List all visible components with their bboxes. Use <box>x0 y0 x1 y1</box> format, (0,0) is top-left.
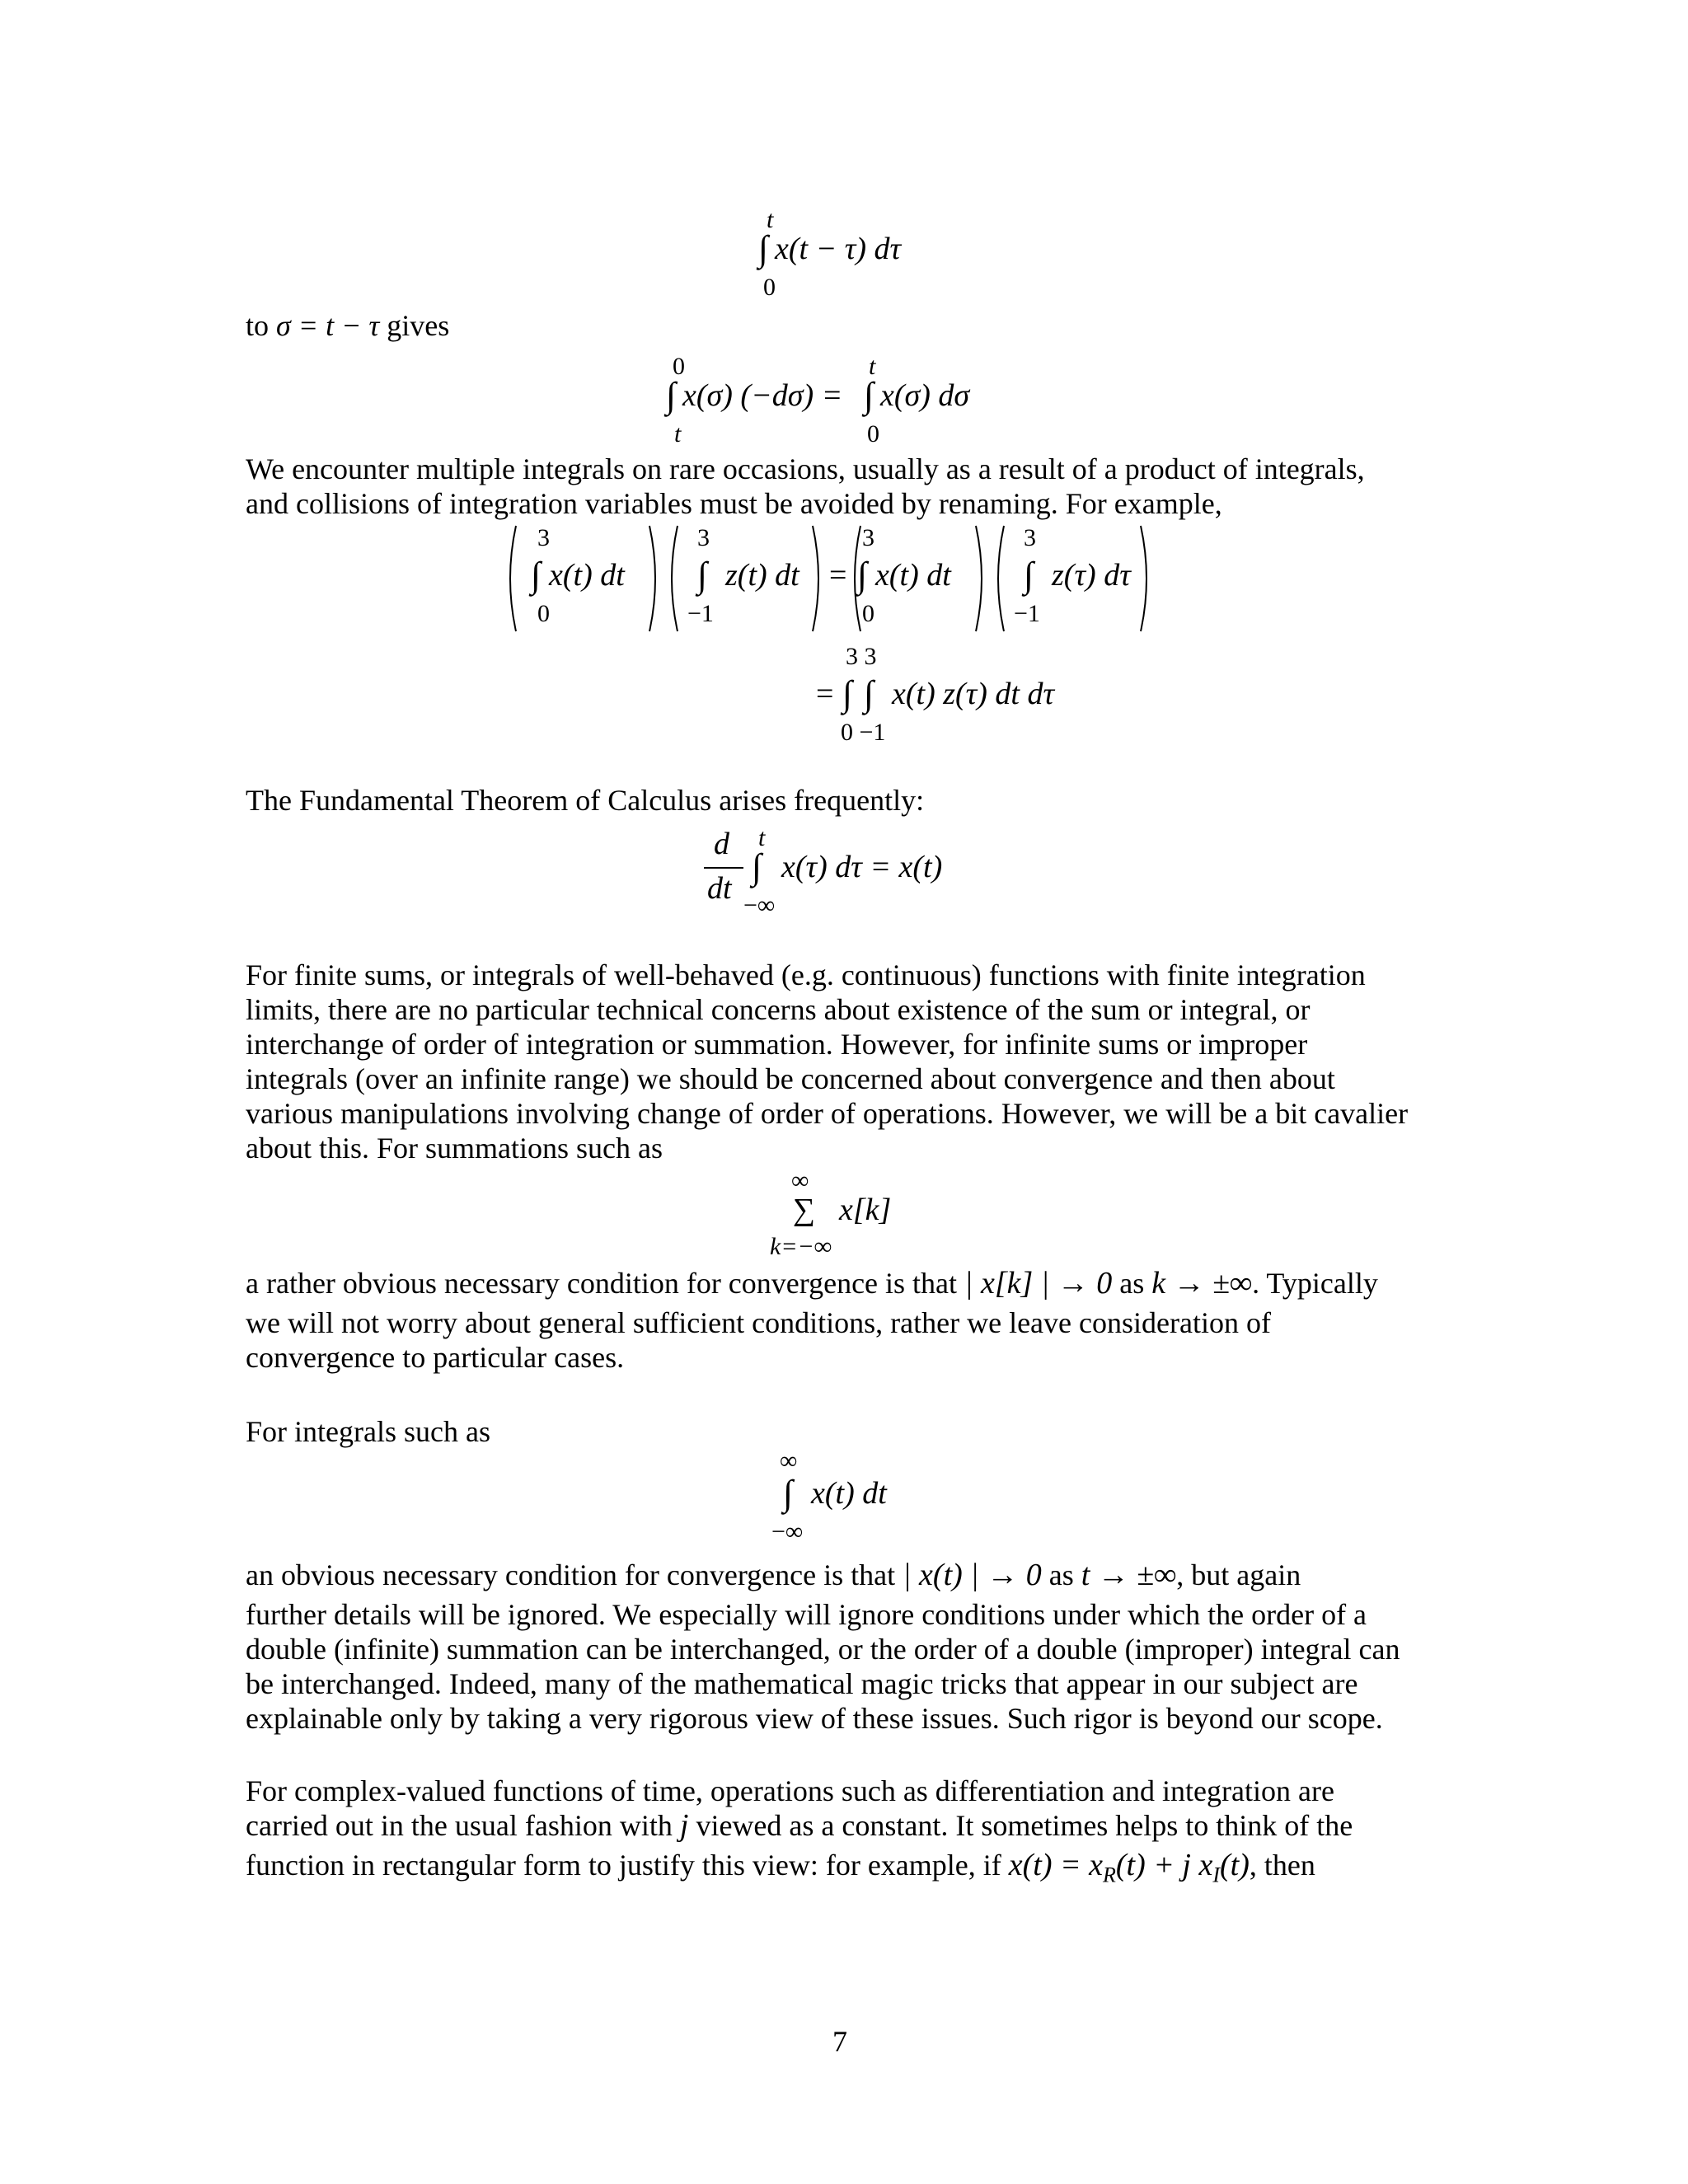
left-paren <box>503 524 519 633</box>
eq1-upper-limit: t <box>767 206 774 233</box>
equals-sign: = <box>829 558 847 593</box>
eq2-left-lower: t <box>674 420 682 448</box>
eq5-denominator: dt <box>707 871 732 906</box>
substitution-line <box>246 308 449 343</box>
text-line: For complex-valued functions of time, operations such as differentiation and integration are <box>246 1774 1334 1807</box>
left-paren <box>664 524 681 633</box>
eq3-f4-lower: −1 <box>1014 600 1040 627</box>
equation-2 <box>666 353 1045 452</box>
eq5-integrand: x(τ) dτ = x(t) <box>781 850 943 884</box>
right-paren <box>1137 524 1154 633</box>
sub-suffix: gives <box>387 309 450 342</box>
right-paren <box>809 524 826 633</box>
text-segment: function in rectangular form to justify this view: for example, if <box>246 1849 1001 1882</box>
text-segment: carried out in the usual fashion with <box>246 1809 673 1842</box>
text-line: be interchanged. Indeed, many of the mathematical magic tricks that appear in our subject are <box>246 1667 1358 1700</box>
page-number: 7 <box>832 2025 847 2058</box>
paragraph-complex-valued <box>246 1774 1353 1893</box>
text-segment: an obvious necessary condition for convergence is that <box>246 1558 896 1591</box>
integral-sign: ∫ <box>783 1473 794 1513</box>
paragraph-fundamental-theorem <box>246 783 924 818</box>
text-segment: , then <box>1249 1849 1315 1882</box>
math-segment: t → ±∞ <box>1081 1558 1177 1592</box>
integral-sign: ∫ <box>864 375 874 415</box>
eq3-f4-integrand: z(τ) dτ <box>1052 558 1131 593</box>
eq2-left-integrand: x(σ) (−dσ) = <box>682 378 843 413</box>
eq6-upper: ∞ <box>791 1167 809 1194</box>
eq4-lower: 0 −1 <box>841 719 886 746</box>
eq5-lower: −∞ <box>743 892 776 919</box>
math-part: (t) + j x <box>1115 1848 1213 1882</box>
math-part: (t) <box>1220 1848 1250 1882</box>
eq7-integrand: x(t) dt <box>811 1476 887 1511</box>
eq1-lower-limit: 0 <box>763 274 776 301</box>
eq3-f1-upper: 3 <box>537 524 550 551</box>
eq3-f2-lower: −1 <box>687 600 714 627</box>
math-segment: j <box>679 1808 689 1843</box>
integral-sign: ∫ <box>857 555 868 595</box>
eq2-left-upper: 0 <box>673 353 685 380</box>
text-segment: a rather obvious necessary condition for convergence is that <box>246 1267 958 1300</box>
eq3-f2-upper: 3 <box>697 524 710 551</box>
text-line <box>246 1558 1400 1597</box>
paragraph-integrals-such-as <box>246 1414 490 1449</box>
eq3-f3-integrand: x(t) dt <box>875 558 951 593</box>
integral-sign: ∫ <box>864 673 874 714</box>
text-line: and collisions of integration variables must be avoided by renaming. For example, <box>246 487 1222 520</box>
eq3-f1-integrand: x(t) dt <box>549 558 625 593</box>
text-line: about this. For summations such as <box>246 1132 663 1165</box>
text-line: For finite sums, or integrals of well-behaved (e.g. continuous) functions with finite integration <box>246 958 1366 991</box>
math-part: x(t) = x <box>1008 1848 1104 1882</box>
eq3-f2-integrand: z(t) dt <box>725 558 799 593</box>
equation-5 <box>702 824 999 931</box>
math-segment <box>1008 1848 1250 1887</box>
fraction-bar <box>704 867 743 869</box>
left-paren <box>991 524 1007 633</box>
eq3-f3-upper: 3 <box>862 524 874 551</box>
integral-sign: ∫ <box>842 673 853 714</box>
text-line: For integrals such as <box>246 1415 490 1448</box>
text-line: We encounter multiple integrals on rare occasions, usually as a result of a product of integrals, <box>246 452 1365 485</box>
paragraph-integral-condition <box>246 1558 1400 1736</box>
equation-6 <box>770 1167 935 1266</box>
integral-sign: ∫ <box>697 555 708 595</box>
text-line: we will not worry about general sufficient conditions, rather we leave consideration of <box>246 1306 1271 1339</box>
text-line: integrals (over an infinite range) we should be concerned about convergence and then about <box>246 1062 1335 1095</box>
text-segment: viewed as a constant. It sometimes helps to think of the <box>696 1809 1353 1842</box>
eq3-f3-lower: 0 <box>862 600 874 627</box>
eq4-integrand: x(t) z(τ) dt dτ <box>892 677 1055 711</box>
integral-sign: ∫ <box>531 555 542 595</box>
math-segment: | x(t) | → 0 <box>903 1558 1042 1592</box>
equation-3 <box>503 524 1154 640</box>
eq1-integrand: x(t − τ) dτ <box>775 232 902 266</box>
eq7-upper: ∞ <box>780 1447 798 1474</box>
integral-sign: ∫ <box>752 846 762 887</box>
text-line <box>246 1808 1353 1843</box>
text-line: further details will be ignored. We especially will ignore conditions under which the order of a <box>246 1598 1367 1631</box>
subscript: I <box>1212 1863 1221 1887</box>
eq5-numerator: d <box>714 827 729 861</box>
right-paren <box>973 524 989 633</box>
paragraph-multiple-integrals <box>246 452 1365 521</box>
equals-sign: = <box>816 677 834 711</box>
text-segment: , but again <box>1176 1558 1301 1591</box>
right-paren <box>646 524 663 633</box>
math-segment: k → ±∞ <box>1151 1266 1253 1301</box>
eq2-right-integrand: x(σ) dσ <box>880 378 970 413</box>
text-line: convergence to particular cases. <box>246 1341 625 1374</box>
eq2-right-lower: 0 <box>867 420 879 448</box>
eq3-f1-lower: 0 <box>537 600 550 627</box>
equation-7 <box>770 1447 935 1546</box>
eq5-upper: t <box>758 824 766 851</box>
text-segment: . Typically <box>1252 1267 1378 1300</box>
text-line <box>246 1848 1353 1893</box>
subscript: R <box>1103 1863 1116 1887</box>
integral-sign: ∫ <box>1024 555 1034 595</box>
text-line: double (infinite) summation can be interchanged, or the order of a double (improper) integral can <box>246 1633 1400 1666</box>
equation-4 <box>816 643 1113 750</box>
eq4-upper: 3 3 <box>846 643 877 670</box>
math-segment: | x[k] | → 0 <box>964 1266 1113 1301</box>
integral-sign: ∫ <box>666 375 677 415</box>
text-line: interchange of order of integration or summation. However, for infinite sums or improper <box>246 1028 1308 1061</box>
equation-1 <box>758 206 1006 305</box>
text-line: explainable only by taking a very rigorous view of these issues. Such rigor is beyond our scope. <box>246 1702 1383 1735</box>
text-line <box>246 1266 1378 1305</box>
eq6-lower: k=−∞ <box>770 1233 832 1260</box>
paragraph-sum-condition <box>246 1266 1378 1375</box>
eq2-right-upper: t <box>869 353 876 380</box>
sub-prefix: to <box>246 309 270 342</box>
eq3-f4-upper: 3 <box>1024 524 1036 551</box>
sub-math: σ = t − τ <box>276 309 380 342</box>
text-segment: as <box>1119 1267 1145 1300</box>
text-line: The Fundamental Theorem of Calculus arises frequently: <box>246 784 925 817</box>
text-segment: as <box>1048 1558 1074 1591</box>
text-line: various manipulations involving change of order of operations. However, we will be a bit cavalier <box>246 1097 1409 1130</box>
text-line: limits, there are no particular technical concerns about existence of the sum or integral, or <box>246 993 1311 1026</box>
paragraph-convergence <box>246 958 1408 1165</box>
eq7-lower: −∞ <box>771 1518 804 1545</box>
eq6-term: x[k] <box>839 1193 892 1227</box>
integral-sign: ∫ <box>758 228 769 269</box>
sigma-sign: ∑ <box>793 1193 816 1227</box>
